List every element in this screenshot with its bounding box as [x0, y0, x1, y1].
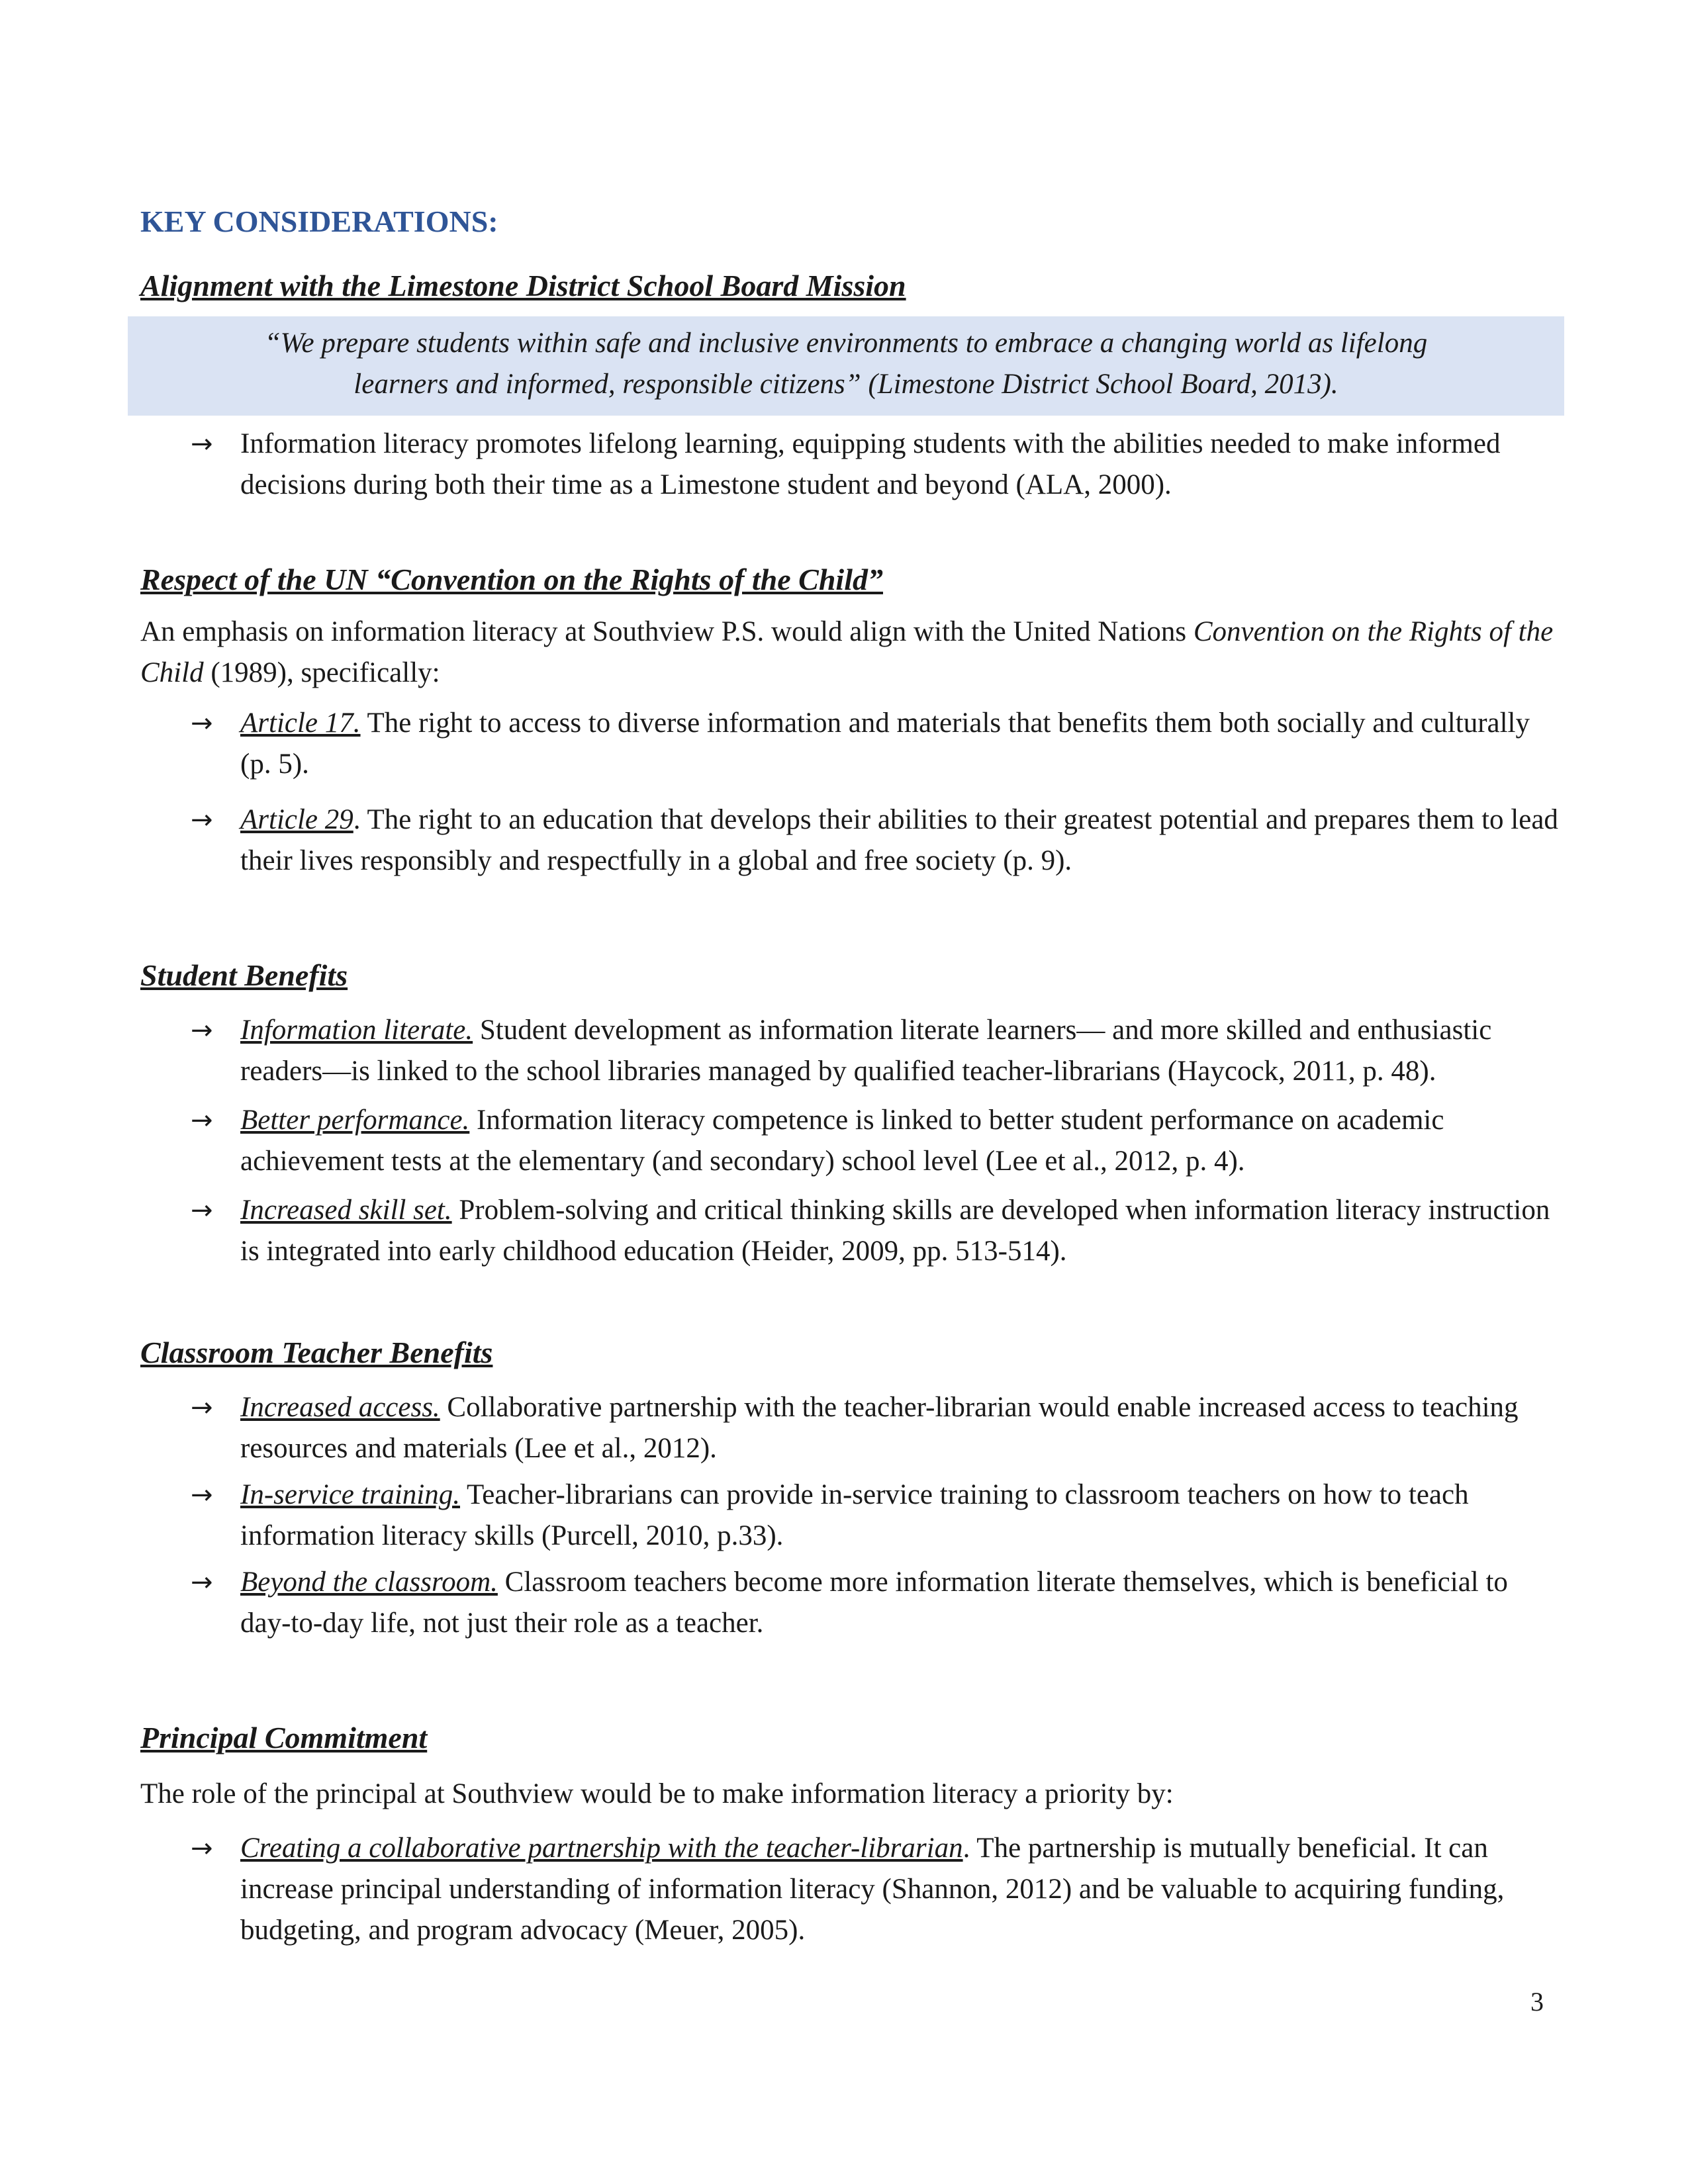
list-item	[140, 703, 1564, 785]
mission-quote-line-2: learners and informed, responsible citizens” (Limestone District School Board, 2013).	[353, 369, 1338, 400]
arrow-bullet-icon: →	[191, 708, 213, 739]
arrow-bullet-icon: →	[191, 1480, 213, 1510]
list-item	[140, 1190, 1564, 1272]
list-item-text: . The right to an education that develops their abilities to their greatest potential and prepares them to lead their lives responsibly and respectfully in a global and free society (p. 9).	[240, 804, 1558, 876]
arrow-bullet-icon: →	[191, 1833, 213, 1864]
item-label: Increased skill set.	[240, 1195, 452, 1226]
list-item	[140, 1010, 1564, 1092]
list-item-text: Student development as information literate learners— and more skilled and enthusiastic readers—is linked to the school libraries managed by qualified teacher-librarians (Haycock, 2011, p. 48).	[240, 1015, 1492, 1087]
arrow-bullet-icon: →	[191, 1392, 213, 1423]
item-label: Creating a collaborative partnership with the teacher-librarian	[240, 1833, 963, 1864]
un-intro	[140, 612, 1564, 694]
section-heading-teacher-benefits: Classroom Teacher Benefits	[140, 1336, 493, 1369]
principal-intro: The role of the principal at Southview would be to make information literacy a priority by:	[140, 1778, 1174, 1809]
list-item-text: Information literacy competence is linked to better student performance on academic achievement tests at the elementary (and secondary) school level (Lee et al., 2012, p. 4).	[240, 1105, 1444, 1177]
list-item	[140, 1562, 1564, 1644]
student-list	[140, 1010, 1564, 1272]
teacher-list	[140, 1387, 1564, 1644]
list-item-text: Classroom teachers become more information literate themselves, which is beneficial to day-to-day life, not just their role as a teacher.	[240, 1567, 1508, 1639]
item-label: Increased access.	[240, 1392, 440, 1423]
alignment-list	[140, 424, 1564, 506]
mission-quote-line-1: “We prepare students within safe and inclusive environments to embrace a changing world as lifelong	[264, 328, 1428, 359]
article-29-label: Article 29	[240, 804, 353, 835]
list-item	[140, 799, 1564, 882]
mission-quote	[128, 316, 1564, 416]
list-item	[140, 424, 1564, 506]
list-item-text: . The partnership is mutually beneficial. It can increase principal understanding of information literacy (Shannon, 2012) and be valuable to acquiring funding, budgeting, and program advocacy (Meuer, 2005).	[240, 1833, 1505, 1946]
un-intro-pre: An emphasis on information literacy at Southview P.S. would align with the United Nations	[140, 616, 1194, 647]
arrow-bullet-icon: →	[191, 1015, 213, 1046]
list-item	[140, 1475, 1564, 1557]
main-heading: KEY CONSIDERATIONS:	[140, 205, 498, 238]
list-item	[140, 1387, 1564, 1469]
arrow-bullet-icon: →	[191, 1195, 213, 1226]
section-heading-un: Respect of the UN “Convention on the Rights of the Child”	[140, 563, 883, 596]
list-item	[140, 1100, 1564, 1182]
arrow-bullet-icon: →	[191, 1105, 213, 1136]
document-page	[140, 199, 1564, 1951]
un-intro-italic: Convention on the Rights of the Child	[140, 616, 1554, 688]
list-item	[140, 1828, 1564, 1951]
list-item-text: The right to access to diverse information and materials that benefits them both socially and culturally (p. 5).	[240, 707, 1530, 780]
page-number: 3	[1530, 1987, 1544, 2017]
section-heading-student-benefits: Student Benefits	[140, 958, 348, 992]
article-17-label: Article 17.	[240, 707, 361, 739]
item-label: Beyond the classroom.	[240, 1567, 498, 1598]
list-item-text: Teacher-librarians can provide in-service training to classroom teachers on how to teach information literacy skills (Purcell, 2010, p.33).	[240, 1479, 1469, 1551]
list-item-text: Information literacy promotes lifelong learning, equipping students with the abilities needed to make informed decisions during both their time as a Limestone student and beyond (ALA, 2000).	[240, 428, 1501, 500]
un-list	[140, 703, 1564, 882]
list-item-text: Collaborative partnership with the teacher-librarian would enable increased access to teaching resources and materials (Lee et al., 2012).	[240, 1392, 1519, 1464]
item-label: Better performance.	[240, 1105, 470, 1136]
section-heading-alignment: Alignment with the Limestone District School Board Mission	[140, 269, 906, 302]
un-intro-post: (1989), specifically:	[203, 657, 440, 688]
section-heading-principal: Principal Commitment	[140, 1721, 428, 1754]
arrow-bullet-icon: →	[191, 429, 213, 459]
arrow-bullet-icon: →	[191, 805, 213, 835]
item-label: In-service training.	[240, 1479, 460, 1510]
list-item-text: Problem-solving and critical thinking skills are developed when information literacy instruction is integrated into early childhood education (Heider, 2009, pp. 513-514).	[240, 1195, 1550, 1267]
arrow-bullet-icon: →	[191, 1567, 213, 1598]
principal-list	[140, 1828, 1564, 1951]
item-label: Information literate.	[240, 1015, 473, 1046]
